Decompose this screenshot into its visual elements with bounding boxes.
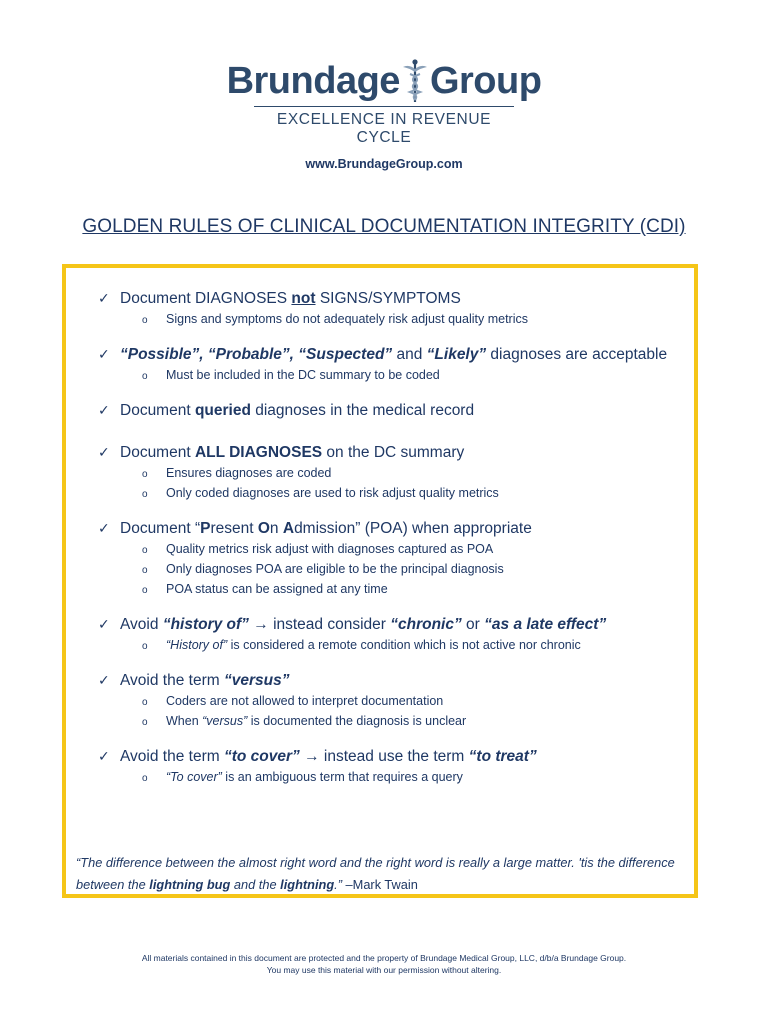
sub-item-text: Ensures diagnoses are coded (166, 466, 332, 480)
check-icon: ✓ (98, 673, 110, 689)
logo-name-left: Brundage (226, 60, 400, 102)
rule-text-part: Document (120, 402, 195, 419)
sub-item (98, 464, 698, 484)
rule-text-emphasis: “to cover” (223, 748, 300, 765)
sub-item-text: Only coded diagnoses are used to risk adjust quality metrics (166, 486, 499, 500)
check-icon: ✓ (98, 749, 110, 765)
circle-bullet-icon: o (142, 371, 148, 382)
check-icon: ✓ (98, 521, 110, 537)
rule-text-part: instead consider (273, 616, 391, 633)
sub-item-text: When (166, 714, 203, 728)
check-icon: ✓ (98, 617, 110, 633)
rule-text-part: and (392, 346, 427, 363)
rule-item (98, 442, 698, 504)
rule-text-part: instead use the term (323, 748, 469, 765)
circle-bullet-icon: o (142, 717, 148, 728)
rule-text-part: on the DC summary (322, 444, 465, 461)
sub-item-text: is an ambiguous term that requires a query (221, 770, 463, 784)
check-icon: ✓ (98, 445, 110, 461)
rule-text-emphasis: P (200, 520, 211, 537)
sub-item-text: Quality metrics risk adjust with diagnoses captured as POA (166, 542, 494, 556)
rule-text-emphasis: “as a late effect” (484, 616, 607, 633)
rule-item (98, 288, 698, 330)
rule-text (98, 344, 698, 366)
rule-text-emphasis: ALL DIAGNOSES (194, 444, 323, 461)
website-url[interactable]: www.BrundageGroup.com (305, 157, 463, 171)
sub-item-text: Signs and symptoms do not adequately risk adjust quality metrics (166, 312, 528, 326)
rule-item (98, 614, 698, 656)
rule-item (98, 344, 698, 386)
quote-emphasis: lightning (280, 877, 335, 892)
circle-bullet-icon: o (142, 585, 148, 596)
rule-text (98, 670, 698, 692)
arrow-icon: → (248, 616, 274, 633)
page-title: GOLDEN RULES OF CLINICAL DOCUMENTATION INTEGRITY (CDI) (82, 216, 686, 237)
rule-text-emphasis: “Possible”, “Probable”, “Suspected” (120, 346, 393, 363)
rule-text-emphasis: A (282, 520, 295, 537)
rules-list (98, 288, 698, 802)
sub-item (98, 692, 698, 712)
sub-item-text: POA status can be assigned at any time (166, 582, 388, 596)
circle-bullet-icon: o (142, 773, 148, 784)
rule-text-part: Avoid the term (120, 748, 224, 765)
circle-bullet-icon: o (142, 641, 148, 652)
sub-item-emphasis: “versus” (202, 714, 248, 728)
quote-emphasis: lightning bug (149, 877, 231, 892)
circle-bullet-icon: o (142, 565, 148, 576)
sub-item (98, 636, 698, 656)
rule-text-part: Document “ (120, 520, 201, 537)
sub-item (98, 540, 698, 560)
rule-text-emphasis: “history of” (162, 616, 249, 633)
rule-text-part: n (269, 520, 283, 537)
caduceus-icon (401, 58, 429, 104)
rule-text (98, 746, 698, 768)
rule-text-part: Avoid the term (120, 672, 224, 689)
rule-item (98, 518, 698, 600)
rule-text-part: resent (210, 520, 258, 537)
rule-text-part: Avoid (120, 616, 163, 633)
circle-bullet-icon: o (142, 489, 148, 500)
logo-name-right: Group (429, 60, 542, 102)
rule-text-emphasis: “to treat” (468, 748, 537, 765)
rule-text (98, 288, 698, 310)
sub-item-emphasis: “To cover” (166, 770, 222, 784)
rule-text (98, 400, 698, 422)
sub-item (98, 484, 698, 504)
sub-item (98, 560, 698, 580)
rule-text-part: or (461, 616, 485, 633)
logo (0, 58, 768, 147)
sub-item-text: Must be included in the DC summary to be coded (166, 368, 440, 382)
mark-twain-quote (76, 852, 686, 896)
rule-item (98, 746, 698, 788)
footer-line: You may use this material with our permission without altering. (266, 965, 502, 975)
sub-item-text: Coders are not allowed to interpret documentation (166, 694, 444, 708)
logo-tagline: EXCELLENCE IN REVENUE CYCLE (254, 106, 514, 147)
rule-text-emphasis: not (291, 290, 316, 307)
rule-text-emphasis: “Likely” (426, 346, 487, 363)
sub-item-text: Only diagnoses POA are eligible to be the principal diagnosis (166, 562, 504, 576)
logo-wordmark (227, 58, 542, 104)
rule-text (98, 614, 698, 636)
rule-text-part: dmission” (POA) when appropriate (294, 520, 532, 537)
circle-bullet-icon: o (142, 315, 148, 326)
rule-text-emphasis: “chronic” (390, 616, 462, 633)
rule-text-part: diagnoses are acceptable (486, 346, 668, 363)
rule-text-emphasis: “versus” (223, 672, 290, 689)
check-icon: ✓ (98, 291, 110, 307)
rule-item (98, 670, 698, 732)
sub-item (98, 712, 698, 732)
quote-author: –Mark Twain (341, 877, 418, 892)
circle-bullet-icon: o (142, 469, 148, 480)
circle-bullet-icon: o (142, 545, 148, 556)
rule-item (98, 400, 698, 422)
sub-item (98, 768, 698, 788)
check-icon: ✓ (98, 347, 110, 363)
arrow-icon: → (299, 748, 324, 765)
quote-text: and the (230, 877, 281, 892)
footer-disclaimer (0, 952, 768, 976)
rule-text-part: Document (120, 444, 195, 461)
sub-item (98, 366, 698, 386)
rule-text-emphasis: O (257, 520, 270, 537)
rule-text-part: SIGNS/SYMPTOMS (315, 290, 461, 307)
quote-text: “The difference between the almost right word and the right word is really a large matter. 'tis the difference between the (76, 855, 675, 892)
sub-item-text: is considered a remote condition which is not active nor chronic (227, 638, 581, 652)
check-icon: ✓ (98, 403, 110, 419)
rule-text-emphasis: queried (194, 402, 251, 419)
footer-line: All materials contained in this document are protected and the property of Brundage Medical Group, LLC, d/b/a Brundage Group. (141, 953, 627, 963)
rule-text-part: diagnoses in the medical record (250, 402, 475, 419)
circle-bullet-icon: o (142, 697, 148, 708)
rule-text (98, 442, 698, 464)
rule-text-part: Document DIAGNOSES (120, 290, 292, 307)
rule-text (98, 518, 698, 540)
quote-text: .” (334, 877, 342, 892)
sub-item-text: is documented the diagnosis is unclear (247, 714, 467, 728)
sub-item-emphasis: “History of” (166, 638, 228, 652)
sub-item (98, 580, 698, 600)
sub-item (98, 310, 698, 330)
